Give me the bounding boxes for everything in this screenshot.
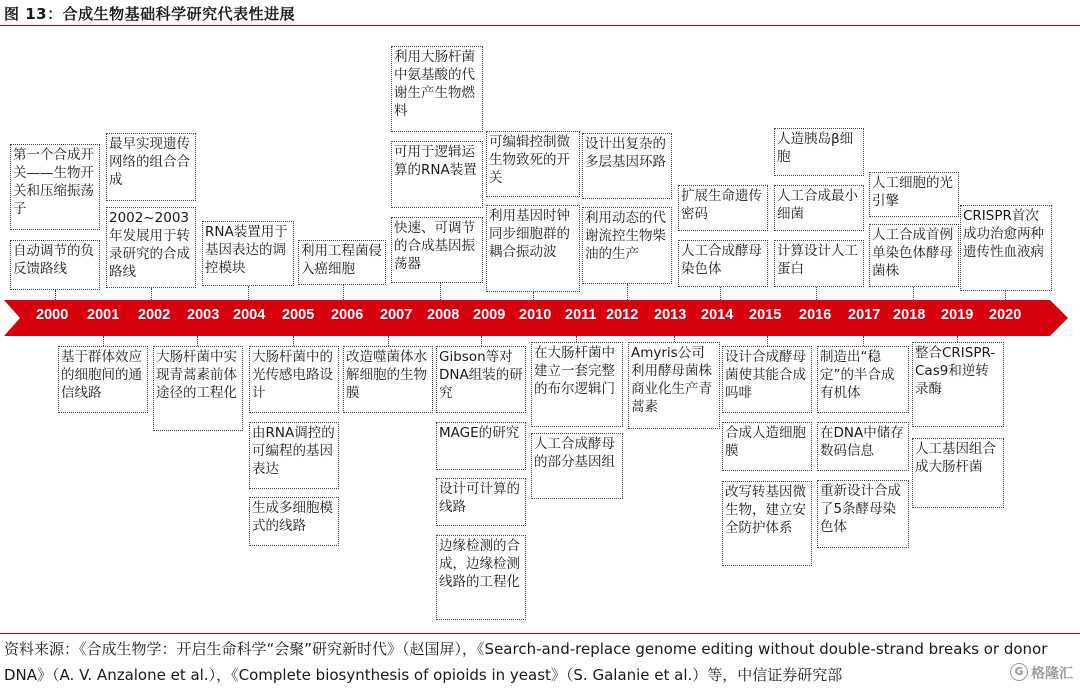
milestone-2018-light-engine: 人工细胞的光引擎 xyxy=(869,172,959,217)
milestone-2020-crispr-cure: CRISPR首次成功治愈两种遗传性血液病 xyxy=(960,205,1052,291)
figure-title: 图 13：合成生物基础科学研究代表性进展 xyxy=(4,5,296,23)
milestone-2008-biofuel: 利用大肠杆菌中氨基酸的代谢生产生物燃料 xyxy=(391,46,483,132)
milestone-2017-five-yeast-chromosomes: 重新设计合成了5条酵母染色体 xyxy=(817,480,909,548)
milestone-2016-minimal-bacterium: 人工合成最小细菌 xyxy=(774,185,864,231)
milestone-2005-light-sensing: 大肠杆菌中的光传感电路设计 xyxy=(249,346,339,413)
milestone-2000-negative-feedback: 自动调节的负反馈路线 xyxy=(10,240,100,290)
milestone-2016-protein-design: 计算设计人工蛋白 xyxy=(774,240,864,287)
year-2011: 2011 xyxy=(565,307,597,323)
milestone-2017-dna-storage: 在DNA中储存数码信息 xyxy=(817,422,909,471)
milestone-2012-multilayer-circuit: 设计出复杂的多层基因环路 xyxy=(582,133,672,199)
milestone-2014-genetic-code: 扩展生命遗传密码 xyxy=(678,185,768,231)
year-2005: 2005 xyxy=(282,307,315,323)
milestone-2009-edge-detection: 边缘检测的合成，边缘检测线路的工程化 xyxy=(436,535,526,620)
milestone-2009-computable-circuit: 设计可计算的线路 xyxy=(436,478,526,526)
milestone-2015-artificial-membrane: 合成人造细胞膜 xyxy=(722,422,812,471)
watermark xyxy=(1010,662,1074,684)
milestone-2009-gibson-assembly: Gibson等对DNA组装的研究 xyxy=(436,346,526,413)
milestone-2011-boolean-logic: 在大肠杆菌中建立一套完整的布尔逻辑门 xyxy=(531,342,623,427)
milestone-2016-beta-cell: 人造胰岛β细胞 xyxy=(774,128,864,176)
milestone-2015-biocontainment: 改写转基因微生物，建立安全防护体系 xyxy=(722,481,812,566)
milestone-2008-oscillator: 快速、可调节的合成基因振荡器 xyxy=(391,217,483,283)
year-2013: 2013 xyxy=(654,307,687,323)
milestone-2005-rna-programmable: 由RNA调控的可编程的基因表达 xyxy=(249,422,339,489)
year-2018: 2018 xyxy=(893,307,926,323)
milestone-2002-combinatorial-network: 最早实现遗传网络的组合合成 xyxy=(106,133,196,201)
source-divider xyxy=(0,633,1080,634)
title-divider xyxy=(0,25,1080,26)
year-2000: 2000 xyxy=(36,307,69,323)
milestone-2009-mage: MAGE的研究 xyxy=(436,422,526,470)
milestone-2019-synthetic-ecoli-genome: 人工基因组合成大肠杆菌 xyxy=(912,438,1004,508)
milestone-2010-kill-switch: 可编辑控制微生物致死的开关 xyxy=(486,131,580,197)
year-2001: 2001 xyxy=(87,307,120,323)
milestone-2006-cancer-invasion: 利用工程菌侵入癌细胞 xyxy=(298,240,386,285)
milestone-2017-semi-synthetic-organism: 制造出“稳定”的半合成有机体 xyxy=(817,346,909,413)
milestone-2001-quorum-sensing: 基于群体效应的细胞间的通信线路 xyxy=(58,346,148,413)
year-2006: 2006 xyxy=(331,307,364,323)
milestone-2013-amyris-artemisinin: Amyris公司利用酵母菌株商业化生产青蒿素 xyxy=(628,342,720,429)
milestone-2018-single-chromosome-yeast: 人工合成首例单染色体酵母菌株 xyxy=(869,224,959,287)
year-2009: 2009 xyxy=(473,307,506,323)
year-2008: 2008 xyxy=(427,307,460,323)
year-2020: 2020 xyxy=(989,307,1022,323)
year-2007: 2007 xyxy=(380,307,413,323)
year-2014: 2014 xyxy=(701,307,734,323)
milestone-2010-gene-clock: 利用基因时钟同步细胞群的耦合振动波 xyxy=(486,205,580,292)
milestone-2005-multicellular-pattern: 生成多细胞模式的线路 xyxy=(249,497,339,546)
year-2016: 2016 xyxy=(799,307,832,323)
milestone-2011-partial-yeast-genome: 人工合成酵母的部分基因组 xyxy=(531,433,623,499)
source-note: 资料来源：《合成生物学：开启生命科学“会聚”研究新时代》（赵国屏），《Search-and-replace genome editing without double-strand breaks or donor DNA》（A. V. Anzalone et al.），《Complete biosynthesis of opioids in yeast》（S. Galanie et al.）等，中信证券研究部 xyxy=(4,640,1048,684)
milestone-2014-yeast-chromosome: 人工合成酵母染色体 xyxy=(678,240,768,287)
year-2002: 2002 xyxy=(138,307,171,323)
year-2015: 2015 xyxy=(749,307,782,323)
year-2003: 2003 xyxy=(187,307,220,323)
milestone-2019-prime-editing: 整合CRISPR-Cas9和逆转录酶 xyxy=(912,342,1004,427)
milestone-2015-morphine-yeast: 设计合成酵母菌使其能合成吗啡 xyxy=(722,346,812,413)
year-2012: 2012 xyxy=(606,307,639,323)
year-2017: 2017 xyxy=(848,307,881,323)
milestone-2003-artemisinin-precursor: 大肠杆菌中实现青蒿素前体途径的工程化 xyxy=(153,346,243,431)
year-2010: 2010 xyxy=(519,307,552,323)
milestone-2012-biodiesel: 利用动态的代谢流控生物柴油的生产 xyxy=(582,207,672,284)
milestone-2000-toggle-switch: 第一个合成开关——生物开关和压缩振荡子 xyxy=(10,144,100,230)
milestone-2004-rna-device: RNA装置用于基因表达的调控模块 xyxy=(202,221,294,286)
milestone-2007-phage-biofilm: 改造噬菌体水解细胞的生物膜 xyxy=(343,346,433,413)
watermark-text: 格隆汇 xyxy=(1031,666,1073,682)
year-2019: 2019 xyxy=(941,307,974,323)
milestone-2008-rna-logic: 可用于逻辑运算的RNA装置 xyxy=(391,141,483,208)
watermark-logo-icon: G xyxy=(1010,663,1028,681)
milestone-2002-transcription-circuits: 2002~2003年发展用于转录研究的合成路线 xyxy=(106,207,196,288)
year-2004: 2004 xyxy=(233,307,266,323)
